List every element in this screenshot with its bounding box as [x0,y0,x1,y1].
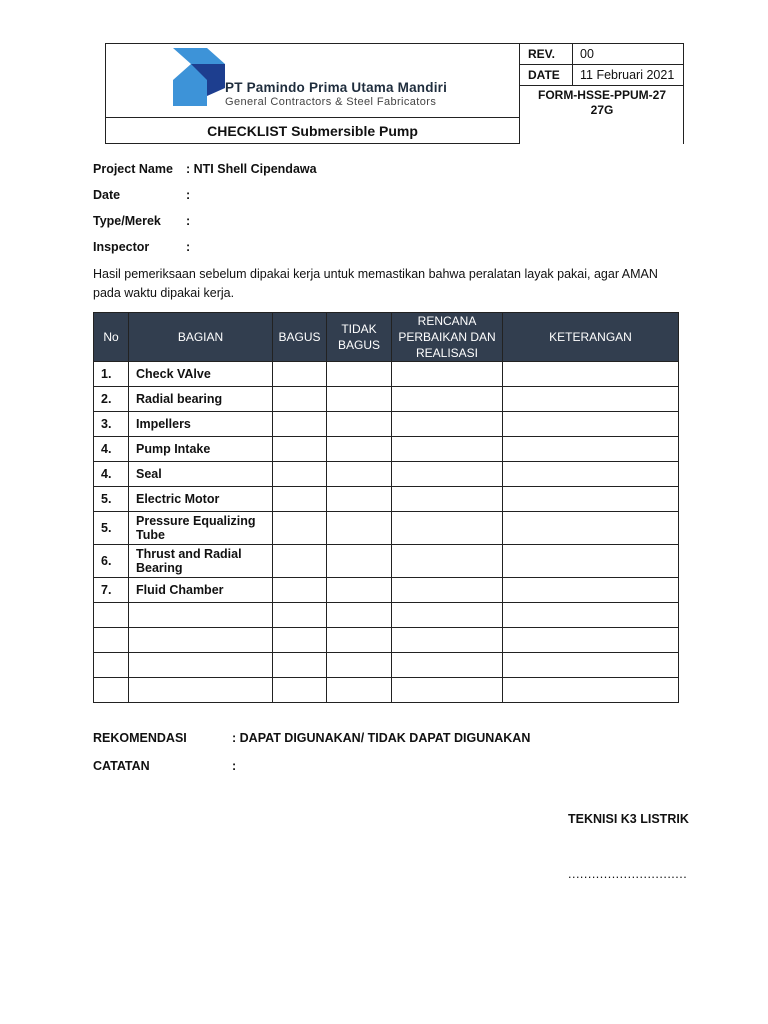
row-bagian: Pump Intake [129,437,273,462]
cell-tidak-bagus[interactable] [327,487,392,512]
info-value: : NTI Shell Cipendawa [186,162,317,176]
row-no: 5. [94,512,129,545]
cell-bagus[interactable] [273,437,327,462]
cell-keterangan[interactable] [503,362,679,387]
cell-tidak-bagus[interactable] [327,628,392,653]
cell-bagus[interactable] [273,387,327,412]
cell-keterangan[interactable] [503,578,679,603]
cell-rencana[interactable] [392,437,503,462]
table-row-empty [94,603,679,628]
row-bagian[interactable] [129,678,273,703]
form-code-line1: FORM-HSSE-PPUM-27 [537,88,666,102]
cell-tidak-bagus[interactable] [327,653,392,678]
row-no[interactable] [94,653,129,678]
cell-rencana[interactable] [392,678,503,703]
row-bagian: Check VAlve [129,362,273,387]
table-row-empty [94,653,679,678]
col-header-bagian: BAGIAN [129,313,273,362]
row-bagian: Electric Motor [129,487,273,512]
date-label: DATE [520,65,573,85]
row-no: 7. [94,578,129,603]
cell-rencana[interactable] [392,653,503,678]
header-company-block [105,43,520,144]
row-bagian: Radial bearing [129,387,273,412]
row-bagian: Thrust and Radial Bearing [129,545,273,578]
row-bagian: Impellers [129,412,273,437]
cell-bagus[interactable] [273,653,327,678]
cell-tidak-bagus[interactable] [327,362,392,387]
info-value: : [186,214,191,228]
table-header-row [94,313,679,362]
rev-value: 00 [580,47,594,61]
cell-tidak-bagus[interactable] [327,387,392,412]
catatan-label: CATATAN [93,759,150,773]
cell-keterangan[interactable] [503,387,679,412]
cell-tidak-bagus[interactable] [327,545,392,578]
table-row [94,512,679,545]
table-row-empty [94,678,679,703]
cell-rencana[interactable] [392,387,503,412]
cell-keterangan[interactable] [503,487,679,512]
rekomendasi-value: : DAPAT DIGUNAKAN/ TIDAK DAPAT DIGUNAKAN [232,731,531,745]
row-bagian[interactable] [129,653,273,678]
row-bagian[interactable] [129,628,273,653]
table-row [94,487,679,512]
signature-line: .............................. [568,867,688,881]
cell-keterangan[interactable] [503,653,679,678]
cell-bagus[interactable] [273,578,327,603]
cell-rencana[interactable] [392,628,503,653]
checklist-table [93,312,679,703]
catatan-value: : [232,759,237,773]
cell-keterangan[interactable] [503,412,679,437]
row-no: 4. [94,437,129,462]
row-no: 1. [94,362,129,387]
cell-tidak-bagus[interactable] [327,437,392,462]
table-row [94,437,679,462]
row-no[interactable] [94,678,129,703]
cell-bagus[interactable] [273,462,327,487]
cell-rencana[interactable] [392,462,503,487]
cell-rencana[interactable] [392,545,503,578]
table-row [94,578,679,603]
date-value: 11 Februari 2021 [580,68,675,82]
cell-bagus[interactable] [273,412,327,437]
row-bagian: Pressure Equalizing Tube [129,512,273,545]
info-label: Inspector [93,240,150,254]
cell-keterangan[interactable] [503,678,679,703]
cell-rencana[interactable] [392,512,503,545]
cell-rencana[interactable] [392,487,503,512]
table-row-empty [94,628,679,653]
cell-rencana[interactable] [392,412,503,437]
info-value: : [186,240,191,254]
company-tagline: General Contractors & Steel Fabricators [225,96,437,108]
row-no: 4. [94,462,129,487]
cell-bagus[interactable] [273,545,327,578]
row-bagian: Seal [129,462,273,487]
cell-rencana[interactable] [392,603,503,628]
cell-keterangan[interactable] [503,628,679,653]
table-row [94,387,679,412]
cell-rencana[interactable] [392,578,503,603]
col-header-rencana: RENCANA PERBAIKAN DAN REALISASI [392,313,503,362]
company-name: PT Pamindo Prima Utama Mandiri [225,80,448,95]
table-row [94,462,679,487]
row-bagian[interactable] [129,603,273,628]
col-header-no: No [94,313,129,362]
info-value: : [186,188,191,202]
row-bagian: Fluid Chamber [129,578,273,603]
form-code [522,88,682,118]
intro-paragraph: Hasil pemeriksaan sebelum dipakai kerja untuk memastikan bahwa peralatan layak pakai, agar AMAN pada waktu dipakai kerja. [93,267,658,300]
rev-row [520,44,683,65]
document-title: CHECKLIST Submersible Pump [106,117,519,144]
date-row [520,65,683,86]
cell-bagus[interactable] [273,487,327,512]
table-row [94,545,679,578]
cell-tidak-bagus[interactable] [327,578,392,603]
cell-keterangan[interactable] [503,462,679,487]
col-header-tidak-bagus: TIDAK BAGUS [327,313,392,362]
cell-bagus[interactable] [273,628,327,653]
cell-tidak-bagus[interactable] [327,678,392,703]
table-row [94,412,679,437]
cell-keterangan[interactable] [503,437,679,462]
cell-keterangan[interactable] [503,603,679,628]
signer-title: TEKNISI K3 LISTRIK [568,812,689,826]
form-code-line2: 27G [590,103,614,117]
row-no: 3. [94,412,129,437]
col-header-keterangan: KETERANGAN [503,313,679,362]
cell-bagus[interactable] [273,603,327,628]
table-row [94,362,679,387]
info-label: Project Name [93,162,173,176]
info-label: Date [93,188,121,202]
logo-area [106,44,519,117]
header-meta-block [520,43,684,144]
cell-tidak-bagus[interactable] [327,462,392,487]
rev-label: REV. [520,44,573,64]
cell-bagus[interactable] [273,678,327,703]
row-no: 5. [94,487,129,512]
cell-keterangan[interactable] [503,512,679,545]
row-no[interactable] [94,628,129,653]
cell-keterangan[interactable] [503,545,679,578]
rekomendasi-label: REKOMENDASI [93,731,187,745]
row-no: 6. [94,545,129,578]
cell-tidak-bagus[interactable] [327,603,392,628]
cell-bagus[interactable] [273,512,327,545]
row-no[interactable] [94,603,129,628]
row-no: 2. [94,387,129,412]
cell-rencana[interactable] [392,362,503,387]
cell-bagus[interactable] [273,362,327,387]
cell-tidak-bagus[interactable] [327,512,392,545]
cell-tidak-bagus[interactable] [327,412,392,437]
col-header-bagus: BAGUS [273,313,327,362]
company-logo-icon [173,48,225,106]
info-label: Type/Merek [93,214,161,228]
